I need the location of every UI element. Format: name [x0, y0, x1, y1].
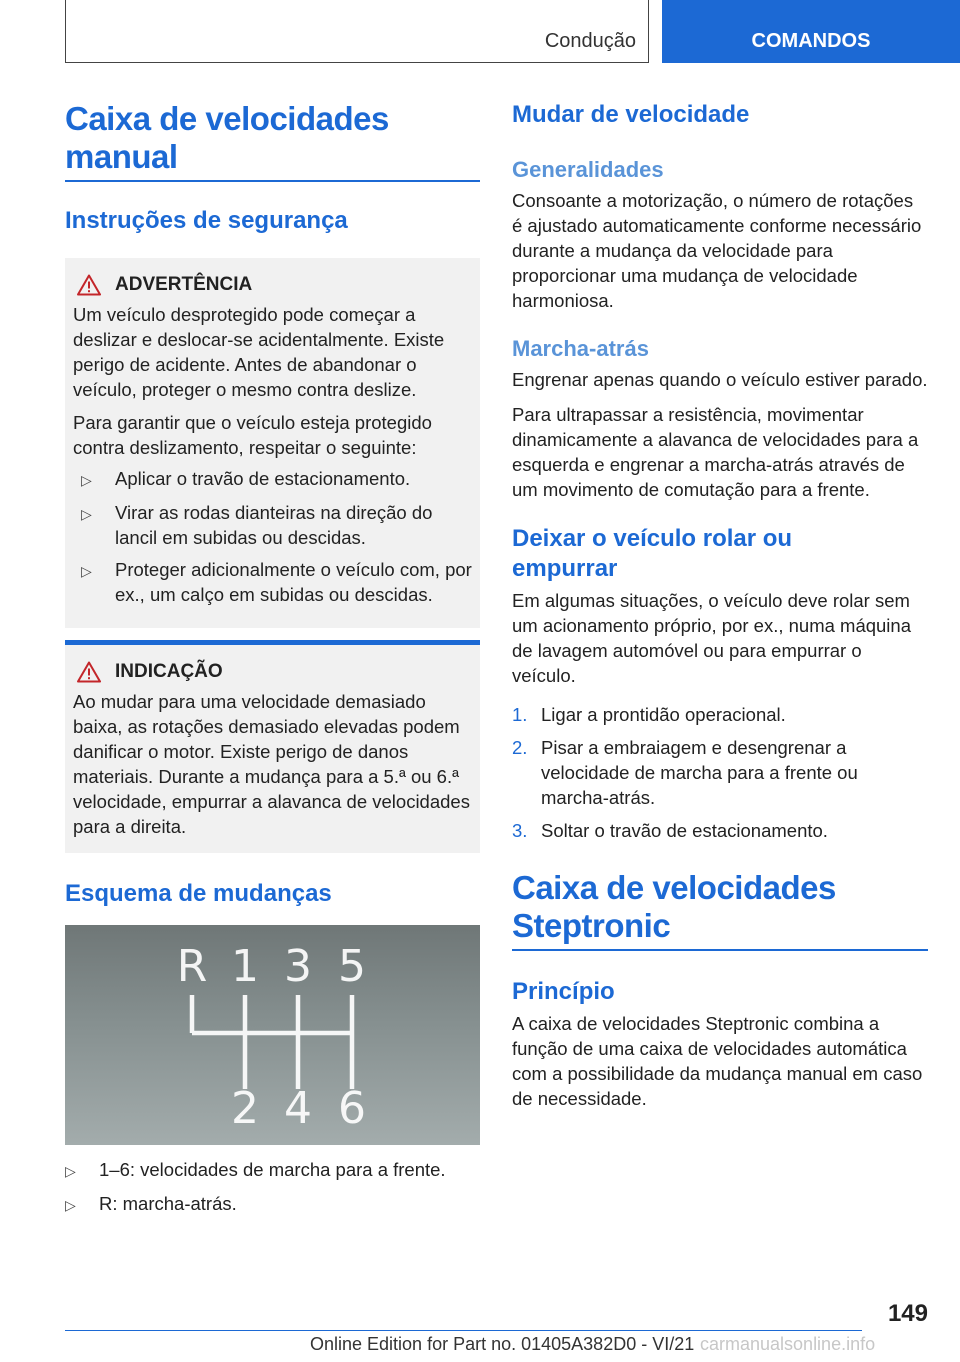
- triangle-bullet-icon: ▷: [81, 472, 92, 488]
- right-column: [512, 100, 928, 1111]
- page-number: 149: [887, 1300, 928, 1327]
- roll-steps: [512, 702, 928, 843]
- list-item: ▷ Aplicar o travão de estacionamento.: [73, 466, 472, 493]
- triangle-bullet-icon: ▷: [81, 563, 92, 579]
- list-item: ▷ Virar as rodas dianteiras na direção do lancil em subidas ou descidas.: [73, 500, 472, 550]
- gear-shift-diagram: [65, 925, 480, 1145]
- reverse-text-2: Para ultrapassar a resistência, movimentar dinamicamente a alavanca de velocidades para a esquerda e engrenar a marcha-atrás através de um movimento de comutação para a frente.: [512, 404, 919, 500]
- warning-icon: [77, 274, 101, 296]
- principle-text: A caixa de velocidades Steptronic combina a função de uma caixa de velocidades automática com a possibilidade da mudança manual em caso de necessidade.: [512, 1013, 923, 1109]
- left-column: [65, 100, 480, 1225]
- warning-box: [65, 258, 480, 628]
- gear-label-2: 2: [231, 1083, 259, 1134]
- title-line-2: manual: [65, 138, 178, 175]
- warning-title: ADVERTÊNCIA: [115, 274, 253, 295]
- notice-title: INDICAÇÃO: [115, 661, 223, 682]
- triangle-bullet-icon: ▷: [81, 506, 92, 522]
- step-item: 3. Soltar o travão de estacionamento.: [512, 820, 828, 841]
- title-line-1: Caixa de velocidades: [65, 100, 389, 137]
- footer-rule: [65, 1330, 862, 1331]
- change-gear-heading: Mudar de velocidade: [512, 101, 750, 128]
- roll-text: Em algumas situações, o veículo deve rolar sem um acionamento próprio, por ex., numa máquina de lavagem automóvel ou para empurrar o veículo.: [512, 590, 911, 686]
- shift-pattern-image: [65, 925, 480, 1145]
- list-item: ▷ 1–6: velocidades de marcha para a frente.: [65, 1157, 480, 1184]
- safety-heading: Instruções de segurança: [65, 207, 348, 234]
- chapter-tab: [662, 0, 960, 63]
- reverse-text-1: Engrenar apenas quando o veículo estiver parado.: [512, 369, 928, 390]
- triangle-bullet-icon: ▷: [65, 1197, 76, 1213]
- header-box: [65, 0, 649, 63]
- gear-label-3: 3: [284, 941, 312, 992]
- notice-text: Ao mudar para uma velocidade demasiado baixa, as rotações demasiado elevadas podem danificar o motor. Existe perigo de danos materiais. Durante a mudança para a 5.ª ou 6.ª velocidade, empurrar a alavanca de velocidades para a direita.: [73, 691, 470, 837]
- general-text: Consoante a motorização, o número de rotações é ajustado automaticamente conforme necessário durante a mudança da velocidade para proporcionar uma mudança de velocidade harmoniosa.: [512, 190, 922, 311]
- schema-heading: Esquema de mudanças: [65, 880, 332, 907]
- step-item: 1. Ligar a prontidão operacional.: [512, 704, 786, 725]
- triangle-bullet-icon: ▷: [65, 1163, 76, 1179]
- steptronic-title: Caixa de velocidades Steptronic: [512, 869, 928, 951]
- roll-heading: Deixar o veículo rolar ou empurrar: [512, 525, 793, 582]
- gear-label-1: 1: [231, 941, 259, 992]
- list-item: ▷ R: marcha-atrás.: [65, 1191, 480, 1218]
- list-item: ▷ Proteger adicionalmente o veículo com, por ex., um calço em subidas ou descidas.: [73, 557, 472, 607]
- gear-label-reverse: R: [176, 941, 208, 992]
- schema-list: [65, 1157, 480, 1218]
- edition-text: Online Edition for Part no. 01405A382D0 - VI/21: [310, 1334, 695, 1354]
- principle-heading: Princípio: [512, 978, 615, 1005]
- warning-list: [73, 466, 472, 607]
- caution-icon: [77, 661, 101, 683]
- reverse-heading: Marcha-atrás: [512, 336, 649, 361]
- warning-text-2: Para garantir que o veículo esteja protegido contra deslizamento, respeitar o seguinte:: [73, 412, 432, 458]
- gear-label-4: 4: [284, 1083, 312, 1134]
- manual-gearbox-title: [65, 100, 480, 182]
- warning-text: Um veículo desprotegido pode começar a deslizar e deslocar-se acidentalmente. Existe perigo de acidente. Antes de abandonar o veículo, proteger o mesmo contra deslize.: [73, 304, 445, 400]
- general-heading: Generalidades: [512, 157, 664, 182]
- step-item: 2. Pisar a embraiagem e desengrenar a velocidade de marcha para a frente ou marcha-atrás.: [512, 737, 858, 808]
- gear-label-6: 6: [338, 1083, 366, 1134]
- section-label: Condução: [544, 30, 636, 52]
- chapter-tab-label: COMANDOS: [751, 30, 871, 52]
- gear-label-5: 5: [338, 941, 366, 992]
- watermark: carmanualsonline.info: [700, 1334, 876, 1354]
- notice-box: [65, 640, 480, 853]
